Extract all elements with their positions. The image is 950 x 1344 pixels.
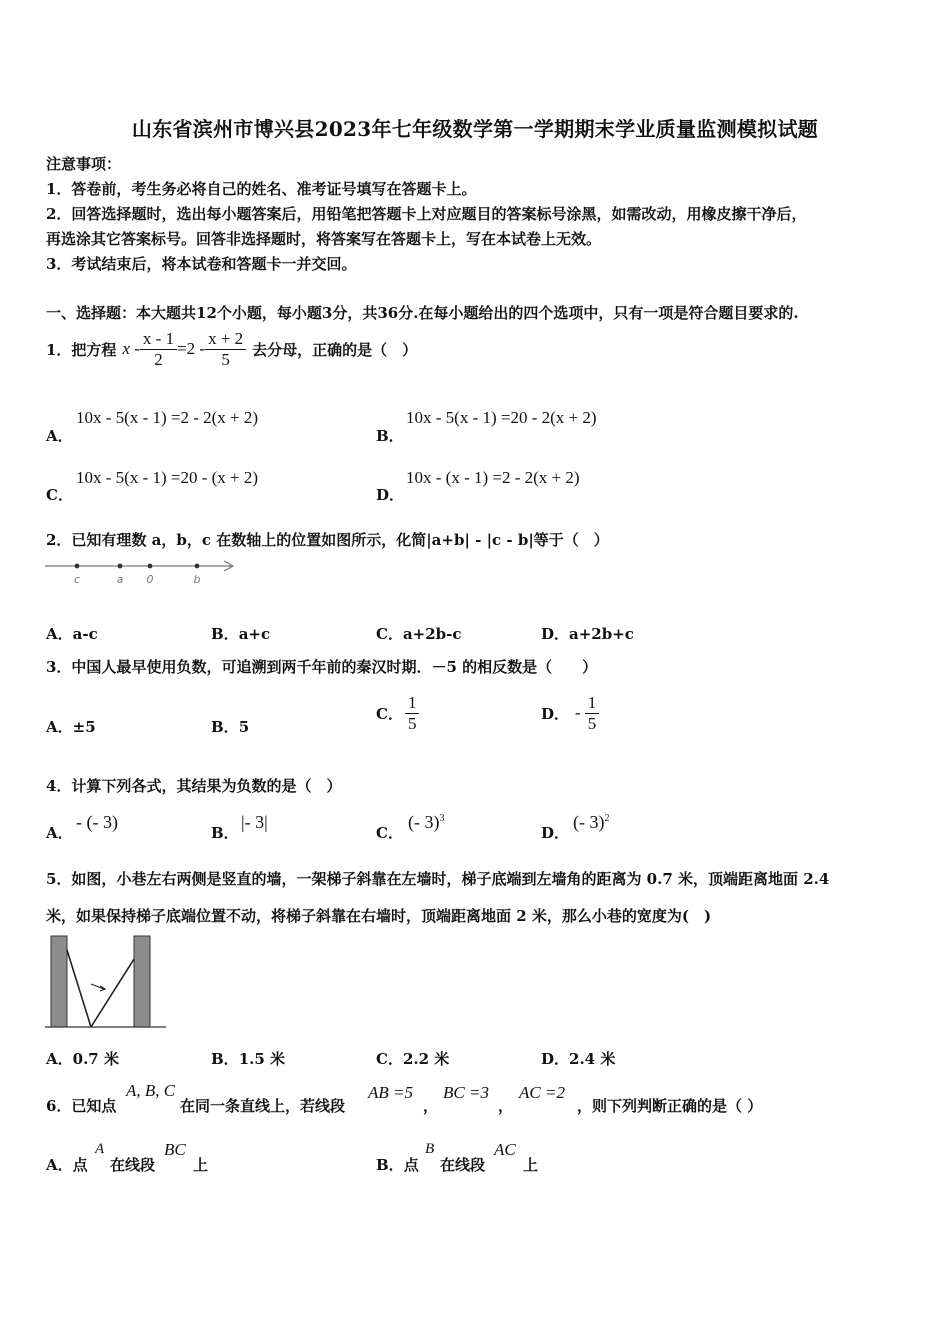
q1-option-a-label: A． xyxy=(46,427,73,445)
q3-option-c-num: 1 xyxy=(405,693,420,714)
q2-option-c-value: a+2b-c xyxy=(402,625,462,643)
q1-suffix: 去分母，正确的是（ ） xyxy=(252,340,418,359)
notice-item-2: 2．回答选择题时，选出每小题答案后，用铅笔把答题卡上对应题目的答案标号涂黑，如需改动，用橡皮擦干净后， xyxy=(46,205,807,223)
q3-option-d-fraction xyxy=(585,693,600,734)
notice-item-1: 1．答卷前，考生务必将自己的姓名、准考证号填写在答题卡上。 xyxy=(46,180,477,198)
label-a: a xyxy=(116,573,124,586)
q2-option-b xyxy=(211,623,270,644)
q3-option-c-label: C． xyxy=(376,704,403,723)
q3-option-b-value: 5 xyxy=(238,718,250,736)
q6-option-a-label-text: A． xyxy=(46,1156,73,1174)
q2-option-d-value: a+2b+c xyxy=(569,625,634,643)
q6-option-a-post: 上 xyxy=(193,1156,209,1174)
q6-bc xyxy=(443,1083,489,1103)
q6-suffix: ，则下列判断正确的是（ ） xyxy=(577,1097,763,1115)
question-4: 4．计算下列各式，其结果为负数的是（ ） xyxy=(46,777,342,795)
q3-option-c-fraction xyxy=(405,693,420,734)
q4-option-d-exponent: 2 xyxy=(604,813,610,824)
q6-option-a-mid: 在线段 xyxy=(110,1156,156,1174)
q6-option-a-pre: 点 xyxy=(72,1156,88,1174)
q5-option-c-label: C． xyxy=(376,1050,403,1068)
q6-mid: 在同一条直线上，若线段 xyxy=(180,1097,346,1115)
q1-frac2-num: x + 2 xyxy=(205,329,246,350)
point-zero xyxy=(148,564,153,569)
q4-option-b-label: B． xyxy=(211,824,239,842)
q5-option-b xyxy=(211,1048,285,1069)
q2-option-b-label: B． xyxy=(211,625,239,643)
q2-option-b-value: a+c xyxy=(238,625,271,643)
q6-option-b-post: 上 xyxy=(523,1156,539,1174)
q6-option-a-segment: BC xyxy=(164,1140,186,1159)
left-wall xyxy=(51,936,67,1027)
point-c xyxy=(75,564,80,569)
q3-option-d xyxy=(541,690,599,736)
q6-ac xyxy=(519,1083,565,1103)
q1-option-c-label: C． xyxy=(46,486,73,504)
q6-option-a-label xyxy=(46,1154,88,1175)
q1-fraction-1 xyxy=(140,329,177,370)
point-b xyxy=(195,564,200,569)
q4-option-d-label: D． xyxy=(541,824,570,842)
q1-option-d-label: D． xyxy=(376,486,405,504)
label-b: b xyxy=(193,573,201,586)
q3-option-c xyxy=(376,690,419,736)
q3-option-a xyxy=(46,716,96,737)
q5-option-a-value: 0.7 米 xyxy=(72,1050,119,1068)
q6-ab xyxy=(368,1083,413,1103)
q1-option-d-expr: 10x - (x - 1) =2 - 2(x + 2) xyxy=(406,468,580,487)
q1-fraction-2 xyxy=(205,329,246,370)
q2-option-c xyxy=(376,623,462,644)
q4-option-a-value: - (- 3) xyxy=(76,812,118,832)
question-1 xyxy=(46,326,417,372)
q5-option-c-value: 2.2 米 xyxy=(402,1050,450,1068)
label-c: c xyxy=(73,573,81,586)
q2-option-a-label: A． xyxy=(46,625,73,643)
q6-option-b-label xyxy=(376,1154,419,1175)
q1-eq-x: x xyxy=(122,339,130,358)
q6-ab-text: AB =5 xyxy=(368,1083,413,1102)
q4-option-a-label: A． xyxy=(46,824,73,842)
q1-option-b-expr: 10x - 5(x - 1) =20 - 2(x + 2) xyxy=(406,408,597,427)
q1-eq-minus: - xyxy=(129,339,140,358)
alley-ladder-figure xyxy=(44,934,168,1030)
q1-option-b-label: B． xyxy=(376,427,404,445)
notice-item-2-cont: 再选涂其它答案标号。回答非选择题时，将答案写在答题卡上，写在本试卷上无效。 xyxy=(46,230,602,248)
q6-option-b-pre: 点 xyxy=(403,1156,419,1174)
q1-frac1-num: x - 1 xyxy=(140,329,177,350)
q4-option-d-value: (- 3) xyxy=(573,812,605,832)
q6-comma-2: ， xyxy=(498,1097,514,1115)
q5-option-d-label: D． xyxy=(541,1050,570,1068)
q6-points: A, B, C xyxy=(126,1081,176,1100)
q6-bc-text: BC =3 xyxy=(443,1083,489,1102)
question-3: 3．中国人最早使用负数，可追溯到两千年前的秦汉时期．－5 的相反数是（ ） xyxy=(46,658,598,676)
q6-option-b-point: B xyxy=(425,1141,435,1157)
q5-option-d xyxy=(541,1048,615,1069)
q1-option-c-expr: 10x - 5(x - 1) =20 - (x + 2) xyxy=(76,468,259,487)
q6-prefix: 6．已知点 xyxy=(46,1097,117,1115)
q2-option-c-label: C． xyxy=(376,625,403,643)
q5-option-b-value: 1.5 米 xyxy=(238,1050,286,1068)
q1-prefix: 1．把方程 xyxy=(46,340,117,359)
q3-option-d-den: 5 xyxy=(587,713,597,733)
q3-option-c-den: 5 xyxy=(407,713,417,733)
q2-option-a xyxy=(46,623,98,644)
point-a xyxy=(118,564,123,569)
notice-heading: 注意事项： xyxy=(46,155,122,173)
question-2: 2．已知有理数 a，b，c 在数轴上的位置如图所示，化简|a+b| - |c - b|等于（ ） xyxy=(46,531,609,549)
q1-option-a-expr: 10x - 5(x - 1) =2 - 2(x + 2) xyxy=(76,408,259,427)
q1-frac1-den: 2 xyxy=(154,349,163,369)
q3-option-b-label: B． xyxy=(211,718,239,736)
q4-option-c-label: C． xyxy=(376,824,403,842)
q5-option-a xyxy=(46,1048,119,1069)
notice-item-3: 3．考试结束后，将本试卷和答题卡一并交回。 xyxy=(46,255,357,273)
q3-option-d-label: D． xyxy=(541,704,570,723)
q4-option-c-value: (- 3) xyxy=(408,812,440,832)
q6-option-b-label-text: B． xyxy=(376,1156,404,1174)
q2-option-d-label: D． xyxy=(541,625,570,643)
q5-option-c xyxy=(376,1048,449,1069)
q5-option-a-label: A． xyxy=(46,1050,73,1068)
q6-option-b-mid: 在线段 xyxy=(440,1156,486,1174)
rotation-arrow xyxy=(91,984,104,989)
q6-ac-text: AC =2 xyxy=(519,1083,565,1102)
label-zero: 0 xyxy=(146,573,154,586)
q2-option-d xyxy=(541,623,634,644)
q1-eq-mid: =2 - xyxy=(177,339,206,358)
q1-frac2-den: 5 xyxy=(221,349,230,369)
q5-option-b-label: B． xyxy=(211,1050,239,1068)
q3-option-a-value: ±5 xyxy=(72,718,96,736)
number-line-figure xyxy=(44,556,240,588)
page-title: 山东省滨州市博兴县2023年七年级数学第一学期期末学业质量监测模拟试题 xyxy=(131,117,819,141)
question-5-line-2: 米，如果保持梯子底端位置不动，将梯子斜靠在右墙时，顶端距离地面 2 米，那么小巷的宽度为( ) xyxy=(46,907,712,925)
q6-option-b-segment: AC xyxy=(494,1140,516,1159)
ladder-left xyxy=(67,950,91,1027)
q3-option-d-sign: - xyxy=(575,703,581,722)
q2-option-a-value: a-c xyxy=(72,625,98,643)
right-wall xyxy=(134,936,150,1027)
question-5-line-1: 5．如图，小巷左右两侧是竖直的墙，一架梯子斜靠在左墙时，梯子底端到左墙角的距离为 0.7 米，顶端距离地面 2.4 xyxy=(46,870,830,888)
q6-comma-1: ， xyxy=(423,1097,439,1115)
q3-option-b xyxy=(211,716,249,737)
q3-option-a-label: A． xyxy=(46,718,73,736)
q4-option-c-exponent: 3 xyxy=(439,813,445,824)
q6-option-a-point: A xyxy=(95,1141,105,1157)
ladder-right xyxy=(91,959,134,1027)
q3-option-d-num: 1 xyxy=(585,693,600,714)
q5-option-d-value: 2.4 米 xyxy=(569,1050,616,1068)
section-heading: 一、选择题：本大题共12个小题，每小题3分，共36分.在每小题给出的四个选项中，只有一项是符合题目要求的. xyxy=(46,304,799,322)
q4-option-b-value: |- 3| xyxy=(241,812,268,832)
